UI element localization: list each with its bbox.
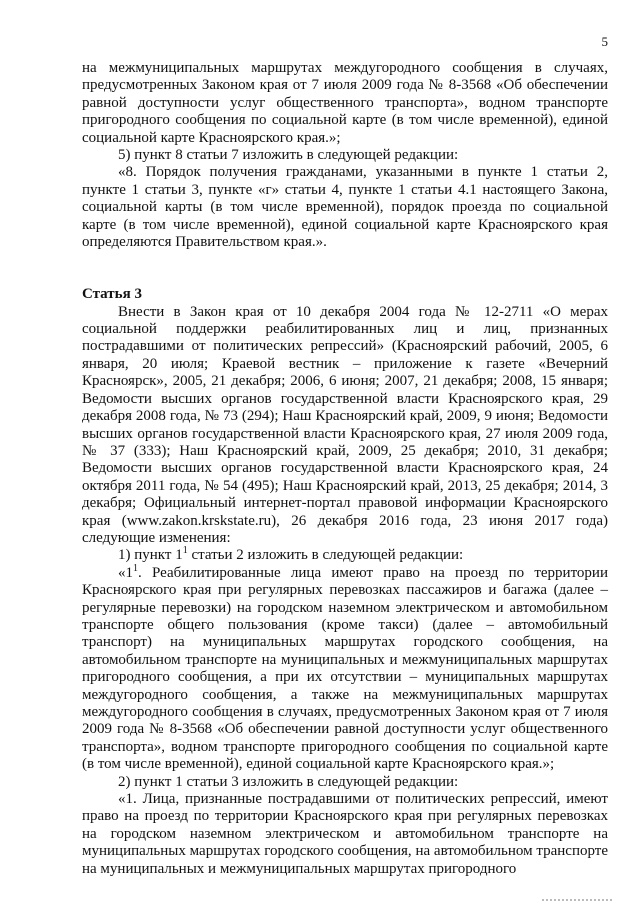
item-1-suffix: статьи 2 изложить в следующей редакции: — [187, 547, 464, 564]
item-1-superscript: 1 — [182, 545, 188, 557]
document-body — [82, 60, 608, 878]
point-1-1-text: . Реабилитированные лица имеют право на проезд по территории Красноярского края при регулярных перевозках пассажиров и багажа (далее – регулярные перевозки) на городском наземном электрическом и автомобильном транспорте общего пользования (кроме такси) (далее – автомобильный транспорт) на муниципальных маршрутах городского сообщения, на автомобильном транспорте на муниципальных и межмуниципальных маршрутах пригородного сообщения, а при их отсутствии – муниципальных маршрутах междугородного сообщения, а также на межмуниципальных маршрутах междугородного сообщения в случаях, предусмотренных Законом края от 7 июля 2009 года № 8-3568 «Об обеспечении равной доступности услуг общественного транспорта», водном транспорте пригородного сообщения по социальной карте (в том числе временной), единой социальной карте Красноярского края.»; — [82, 564, 608, 773]
paragraph-item-1 — [82, 547, 608, 564]
paragraph-point-8: «8. Порядок получения гражданами, указанными в пункте 1 статьи 2, пункте 1 статьи 3, пункте «г» статьи 4, пункте 1 статьи 4.1 настоящего Закона, социальной карты (в том числе временной), порядок проезда по социальной карте (в том числе временной), единой социальной карте Красноярского края определяются Правительством края.». — [82, 164, 608, 251]
paragraph-item-5: 5) пункт 8 статьи 7 изложить в следующей редакции: — [118, 147, 459, 164]
paragraph-continuation: на межмуниципальных маршрутах междугородного сообщения в случаях, предусмотренных Законом края от 7 июля 2009 года № 8-3568 «Об обеспечении равной доступности услуг общественного транспорта», водном транспорте пригородного сообщения по социальной карте (в том числе временной), единой социальной карте Красноярского края.»; — [82, 60, 608, 146]
point-1-1-prefix: «1 — [118, 564, 133, 581]
blank-line — [82, 251, 608, 268]
paragraph-point-1-1 — [82, 562, 608, 774]
item-1-prefix: 1) пункт 1 — [118, 547, 183, 564]
point-1-1-superscript: 1 — [133, 562, 138, 574]
scan-artifact — [542, 897, 612, 901]
article-heading: Статья 3 — [82, 286, 142, 303]
paragraph-item-2: 2) пункт 1 статьи 3 изложить в следующей редакции: — [118, 773, 459, 790]
page-number: 5 — [601, 34, 608, 49]
paragraph-point-1: «1. Лица, признанные пострадавшими от политических репрессий, имеют право на проезд по территории Красноярского края при регулярных перевозках на городском наземном электрическом и автомобильном транспорте на муниципальных маршрутах городского сообщения, на автомобильном транспорте на муниципальных и межмуниципальных маршрутах пригородного — [82, 791, 608, 877]
paragraph-amendment-intro: Внести в Закон края от 10 декабря 2004 года № 12-2711 «О мерах социальной поддержки реабилитированных лиц и лиц, признанных пострадавшими от политических репрессий» (Красноярский рабочий, 2005, 6 января, 20 июля; Краевой вестник – приложение к газете «Вечерний Красноярск», 2005, 21 декабря; 2006, 6 июня; 2007, 21 декабря; 2008, 15 января; Ведомости высших органов государственной власти Красноярского края, 29 декабря 2008 года, № 73 (294); Наш Красноярский край, 2009, 9 июня; Ведомости высших органов государственной власти Красноярского края, 27 июля 2009 года, № 37 (333); Наш Красноярский край, 2009, 25 декабря; 2010, 31 декабря; Ведомости высших органов государственной власти Красноярского края, 24 октября 2011 года, № 54 (495); Наш Красноярский край, 2013, 25 декабря; 2014, 3 декабря; Официальный интернет-портал правовой информации Красноярского края (www.zakon.krskstate.ru), 26 декабря 2016 года, 23 июня 2017 года) следующие изменения: — [82, 303, 608, 546]
